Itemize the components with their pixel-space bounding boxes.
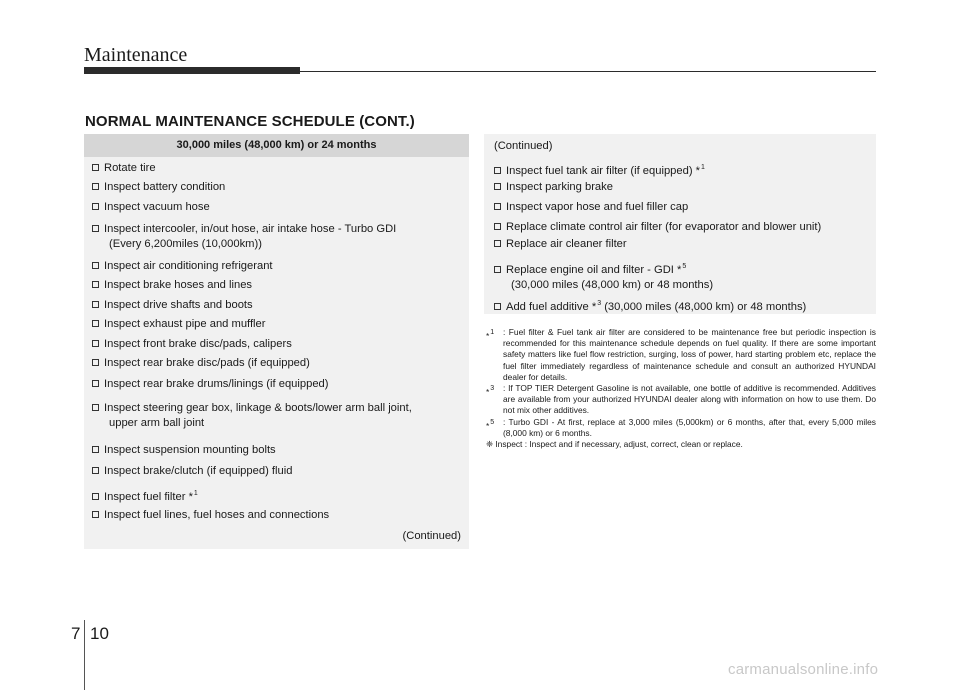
section-title: NORMAL MAINTENANCE SCHEDULE (CONT.) [85, 113, 415, 130]
footnote-mark: *$^5$ [486, 418, 495, 431]
checklist-item: Inspect front brake disc/pads, calipers [92, 337, 292, 352]
checklist-item: Inspect fuel tank air filter (if equipped) *$^1$ [494, 160, 705, 179]
checklist-item: Inspect vacuum hose [92, 200, 210, 215]
checklist-item: Inspect brake hoses and lines [92, 278, 252, 293]
continued-label: (Continued) [494, 140, 553, 152]
footnote-ref: 1 [193, 490, 198, 497]
footnote: ❈ Inspect : Inspect and if necessary, adjust, correct, clean or replace. [486, 439, 743, 450]
checkbox-icon [92, 203, 99, 210]
checkbox-icon [92, 511, 99, 518]
checkbox-icon [92, 320, 99, 327]
checklist-item: Inspect air conditioning refrigerant [92, 259, 273, 274]
checkbox-icon [494, 223, 501, 230]
checklist-item: Inspect suspension mounting bolts [92, 443, 276, 458]
checklist-item-continuation: (Every 6,200miles (10,000km)) [109, 238, 262, 250]
checklist-item: Add fuel additive *$^3$ (30,000 miles (48,000 km) or 48 months) [494, 296, 806, 315]
checklist-item: Inspect fuel filter *$^1$ [92, 486, 198, 505]
checkbox-icon [92, 183, 99, 190]
checklist-item: Replace engine oil and filter - GDI *$^5$ (30,000 miles (48,000 km) or 48 months) [494, 259, 713, 293]
page-divider [84, 620, 85, 690]
checkbox-icon [494, 203, 501, 210]
checkbox-icon [92, 340, 99, 347]
header-bar-thin [300, 71, 876, 72]
checklist-item: Inspect intercooler, in/out hose, air intake hose - Turbo GDI (Every 6,200miles (10,000km)) [92, 222, 396, 252]
checklist-item: Inspect rear brake drums/linings (if equipped) [92, 377, 328, 392]
footnote-mark: *$^3$ [486, 385, 495, 398]
checkbox-icon [92, 262, 99, 269]
page-number: 10 [90, 624, 109, 643]
checklist-item: Rotate tire [92, 161, 156, 176]
checkbox-icon [92, 164, 99, 171]
checklist-item: Inspect steering gear box, linkage & boots/lower arm ball joint, upper arm ball joint [92, 401, 412, 431]
checkbox-icon [494, 183, 501, 190]
footnote: *$^5$ : Turbo GDI - At first, replace at 3,000 miles (5,000km) or 6 months, after that, every 5,000 miles (8,000 km) or 6 months. [486, 416, 876, 438]
left-schedule-panel [84, 134, 469, 549]
footnotes [486, 327, 876, 450]
footnote: *$^3$ : If TOP TIER Detergent Gasoline is not available, one bottle of additive is recommended. Additives are available from your authorized HYUNDAI dealer along with information on how to use them. Do not mix other additives. [486, 383, 876, 416]
checklist-item-continuation: upper arm ball joint [109, 417, 205, 429]
checklist-item: Inspect drive shafts and boots [92, 298, 253, 313]
checkbox-icon [92, 404, 99, 411]
checklist-item-continuation: (30,000 miles (48,000 km) or 48 months) [511, 279, 714, 291]
checkbox-icon [92, 446, 99, 453]
checkbox-icon [92, 467, 99, 474]
checklist-item: Inspect fuel lines, fuel hoses and connections [92, 508, 329, 523]
checkbox-icon [92, 359, 99, 366]
watermark: carmanualsonline.info [728, 661, 879, 678]
checkbox-icon [92, 281, 99, 288]
checklist-item: Inspect parking brake [494, 180, 613, 195]
checklist-item: Inspect vapor hose and fuel filler cap [494, 200, 688, 215]
header-bar-thick [84, 67, 300, 74]
checkbox-icon [494, 303, 501, 310]
checklist-item: Inspect exhaust pipe and muffler [92, 317, 266, 332]
checkbox-icon [494, 266, 501, 273]
footnote-ref: 1 [701, 164, 705, 171]
header-title: Maintenance [84, 44, 188, 66]
checkbox-icon [494, 240, 501, 247]
footnote-ref: 3 [597, 300, 602, 307]
checkbox-icon [92, 493, 99, 500]
chapter-number: 7 [71, 624, 81, 643]
checklist-item: Replace air cleaner filter [494, 237, 627, 252]
checklist-item: Inspect rear brake disc/pads (if equipped) [92, 356, 310, 371]
checklist-item: Inspect brake/clutch (if equipped) fluid [92, 464, 292, 479]
checkbox-icon [92, 380, 99, 387]
footnote: *$^1$ : Fuel filter & Fuel tank air filter are considered to be maintenance free but periodic inspection is recommended for this maintenance schedule depends on fuel quality. If there are some important safety matters like fuel flow restriction, surging, loss of power, hard starting problem etc, replace the fuel filter immediately regardless of maintenance schedule and consult an authorized HYUNDAI dealer for details. [486, 327, 876, 382]
left-panel-heading: 30,000 miles (48,000 km) or 24 months [84, 134, 469, 157]
footnote-mark: *$^1$ [486, 329, 495, 341]
right-schedule-panel [484, 134, 876, 314]
checklist-item: Inspect battery condition [92, 180, 225, 195]
checkbox-icon [494, 167, 501, 174]
checklist-item: Replace climate control air filter (for evaporator and blower unit) [494, 220, 821, 235]
footnote-ref: 5 [682, 263, 687, 270]
checkbox-icon [92, 225, 99, 232]
continued-label: (Continued) [402, 530, 461, 542]
checkbox-icon [92, 301, 99, 308]
inspect-note-icon: ❈ [486, 439, 494, 450]
